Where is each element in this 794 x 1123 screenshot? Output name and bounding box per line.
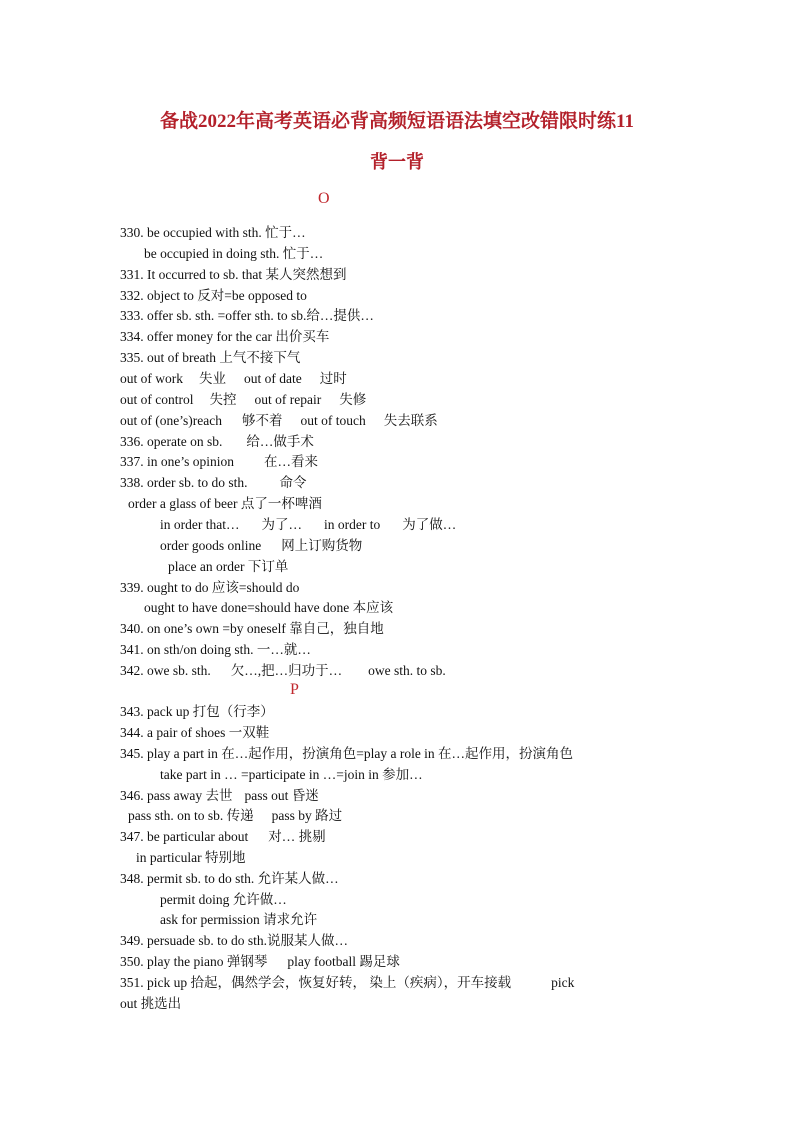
phrase-text: owe sth. to sb. [368,663,446,678]
phrase-text: out of (one’s)reach [120,413,222,428]
phrase-line [120,473,307,493]
phrase-line [136,848,245,868]
phrase-line [128,806,342,826]
phrase-line [160,890,287,910]
phrase-line [144,244,323,264]
phrase-line [120,952,400,972]
phrase-text: 失控 [209,392,237,407]
phrase-text: order goods online [160,538,262,553]
phrase-text: 334. offer money for the car 出价买车 [120,329,330,344]
phrase-text: 342. owe sb. sth. [120,663,211,678]
phrase-line [120,786,319,806]
phrase-line [120,661,446,681]
phrase-line [120,390,366,410]
phrase-text: 347. be particular about [120,829,249,844]
phrase-line [120,973,574,993]
document-subtitle: 背一背 [370,152,424,172]
phrase-text: 过时 [319,371,347,386]
phrase-text: 够不着 [241,413,283,428]
phrase-text: 给…做手术 [246,434,314,449]
phrase-text: pass sth. on to sb. 传递 [128,808,254,823]
phrase-text: 为了… [261,517,302,532]
phrase-line [168,557,288,577]
section-heading-p: P [290,681,299,698]
phrase-line [120,619,384,639]
phrase-text: 337. in one’s opinion [120,454,234,469]
phrase-text: 欠…,把…归功于… [230,663,343,678]
phrase-text: order a glass of beer 点了一杯啤酒 [128,496,322,511]
phrase-text: 336. operate on sb. [120,434,223,449]
phrase-text: 343. pack up 打包（行李） [120,704,274,719]
phrase-text: 失业 [199,371,226,386]
phrase-line [144,598,393,618]
phrase-line [120,286,307,306]
phrase-text: permit doing 允许做… [160,892,287,907]
phrase-text: in particular 特别地 [136,850,246,865]
phrase-text: out of touch [300,413,366,428]
document-title: 备战2022年高考英语必背高频短语语法填空改错限时练11 [160,111,634,132]
phrase-text: 333. offer sb. sth. =offer sth. to sb.给…提供… [120,308,374,323]
phrase-text: 失去联系 [383,413,438,428]
section-heading-o: O [318,190,330,207]
phrase-line [120,578,299,598]
phrase-text: 命令 [279,475,307,490]
phrase-text: 332. object to 反对=be opposed to [120,288,307,303]
phrase-text: 338. order sb. to do sth. [120,475,248,490]
phrase-line [160,515,456,535]
phrase-line [120,306,374,326]
phrase-text: out of repair [254,392,322,407]
phrase-line [128,494,322,514]
phrase-line [120,432,314,452]
phrase-text: take part in … =participate in …=join in 参加… [160,767,423,782]
phrase-text: 对… 挑剔 [268,829,326,844]
phrase-line [120,369,347,389]
phrase-text: 网上订购货物 [281,538,363,553]
phrase-text: out 挑选出 [120,996,182,1011]
phrase-line [120,411,438,431]
phrase-text: 340. on one’s own =by oneself 靠自己，独自地 [120,621,384,636]
phrase-text: place an order 下订单 [168,559,289,574]
phrase-text: pick [551,975,575,990]
phrase-line [120,827,326,847]
phrase-line [120,265,346,285]
phrase-text: in order to [323,517,381,532]
phrase-text: 331. It occurred to sb. that 某人突然想到 [120,267,347,282]
phrase-line [160,536,362,556]
phrase-text: ask for permission 请求允许 [160,912,318,927]
phrase-line [120,348,300,368]
phrase-line [120,223,306,243]
phrase-text: out of date [244,371,302,386]
phrase-text: 失修 [339,392,367,407]
phrase-text: ought to have done=should have done 本应该 [144,600,394,615]
phrase-line [120,702,274,722]
phrase-line [120,452,318,472]
phrase-text: 339. ought to do 应该=should do [120,580,300,595]
phrase-text: 在…看来 [264,454,318,469]
phrase-text: 335. out of breath 上气不接下气 [120,350,301,365]
phrase-line [120,744,573,764]
phrase-text: 344. a pair of shoes 一双鞋 [120,725,270,740]
phrase-text: be occupied in doing sth. 忙于… [144,246,324,261]
phrase-text: 为了做… [402,517,457,532]
phrase-line [120,994,181,1014]
phrase-line [120,640,311,660]
phrase-text: in order that… [160,517,240,532]
phrase-text: play football 踢足球 [287,954,400,969]
phrase-text: 341. on sth/on doing sth. 一…就… [120,642,311,657]
phrase-line [120,327,329,347]
phrase-text: out of control [120,392,194,407]
phrase-text: 350. play the piano 弹钢琴 [120,954,268,969]
phrase-line [160,765,423,785]
phrase-line [160,910,317,930]
phrase-text: 348. permit sb. to do sth. 允许某人做… [120,871,339,886]
phrase-line [120,931,348,951]
phrase-text: pass out 昏迷 [244,788,319,803]
phrase-text: 349. persuade sb. to do sth.说服某人做… [120,933,348,948]
phrase-text: out of work [120,371,183,386]
phrase-text: 351. pick up 拾起，偶然学会，恢复好转， 染上（疾病），开车接载 [120,975,512,990]
phrase-text: 330. be occupied with sth. 忙于… [120,225,306,240]
phrase-text: 346. pass away 去世 [120,788,233,803]
phrase-text: 345. play a part in 在…起作用，扮演角色=play a role in 在…起作用，扮演角色 [120,746,574,761]
phrase-line [120,869,339,889]
phrase-line [120,723,269,743]
phrase-text: pass by 路过 [271,808,343,823]
